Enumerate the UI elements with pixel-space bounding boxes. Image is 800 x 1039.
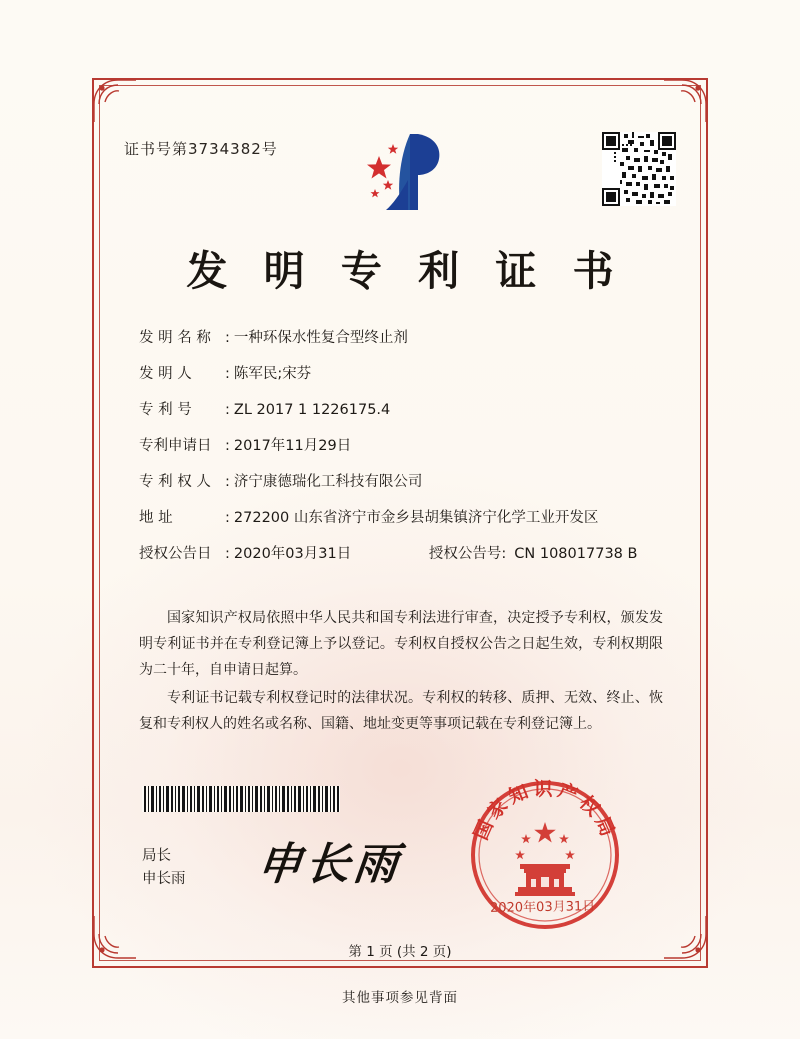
- field-colon: :: [225, 510, 230, 526]
- signature-block: [142, 845, 186, 891]
- field-label: 发 明 人: [139, 366, 192, 382]
- field-label: 专利申请日: [139, 438, 212, 454]
- field-colon: :: [225, 438, 230, 454]
- director-name-label: 申长雨: [142, 871, 186, 887]
- field-inventor: [139, 362, 669, 398]
- field-invention-name: [139, 326, 669, 362]
- field-label-secondary: 授权公告号: [428, 546, 502, 562]
- certificate-number: 证书号第3734382号: [124, 140, 278, 158]
- field-patentee: [139, 470, 669, 506]
- qr-code: [602, 132, 676, 206]
- field-label: 专 利 权 人: [139, 474, 211, 490]
- field-value: 济宁康德瑞化工科技有限公司: [233, 474, 423, 490]
- page-title: 发 明 专 利 证 书: [186, 247, 625, 295]
- field-colon: :: [225, 546, 230, 562]
- field-colon: :: [225, 330, 230, 346]
- field-colon-secondary: :: [501, 546, 507, 562]
- director-title-label: 局长: [142, 848, 171, 864]
- field-colon: :: [225, 366, 230, 382]
- patent-fields: [139, 326, 669, 578]
- footer-note: 其他事项参见背面: [342, 990, 458, 1006]
- field-label: 地 址: [139, 510, 173, 526]
- field-colon: :: [225, 402, 230, 418]
- barcode: [142, 786, 340, 812]
- paragraph-1: 国家知识产权局依照中华人民共和国专利法进行审查，决定授予专利权，颁发发明专利证书并在专利登记簿上予以登记。专利权自授权公告之日起生效，专利权期限为二十年，自申请日起算。: [139, 610, 663, 678]
- page-number: 第 1 页 (共 2 页): [348, 944, 452, 960]
- field-label: 发 明 名 称: [139, 330, 211, 346]
- field-value: 2020年03月31日: [233, 546, 352, 562]
- field-label: 专 利 号: [139, 402, 192, 418]
- field-application-date: [139, 434, 669, 470]
- field-value: 一种环保水性复合型终止剂: [233, 330, 408, 346]
- paragraph-2: 专利证书记载专利权登记时的法律状况。专利权的转移、质押、无效、终止、恢复和专利权人的姓名或名称、国籍、地址变更等事项记载在专利登记簿上。: [139, 690, 663, 732]
- handwritten-signature: 申长雨: [254, 839, 405, 890]
- legal-text: [139, 605, 663, 739]
- field-value: 272200 山东省济宁市金乡县胡集镇济宁化学工业开发区: [233, 510, 599, 526]
- field-grant-announcement: [139, 542, 669, 578]
- seal-text: 国家知识产权局: [469, 778, 621, 844]
- field-value: 陈军民;宋芬: [233, 366, 312, 382]
- field-label: 授权公告日: [139, 546, 212, 562]
- field-colon: :: [225, 474, 230, 490]
- field-value-secondary: CN 108017738 B: [514, 546, 638, 562]
- cnipa-logo-icon: [355, 128, 451, 216]
- field-value: ZL 2017 1 1226175.4: [233, 402, 391, 418]
- field-value: 2017年11月29日: [233, 438, 352, 454]
- field-patent-number: [139, 398, 669, 434]
- field-address: [139, 506, 669, 542]
- seal-date: 2020年03月31日: [489, 899, 596, 916]
